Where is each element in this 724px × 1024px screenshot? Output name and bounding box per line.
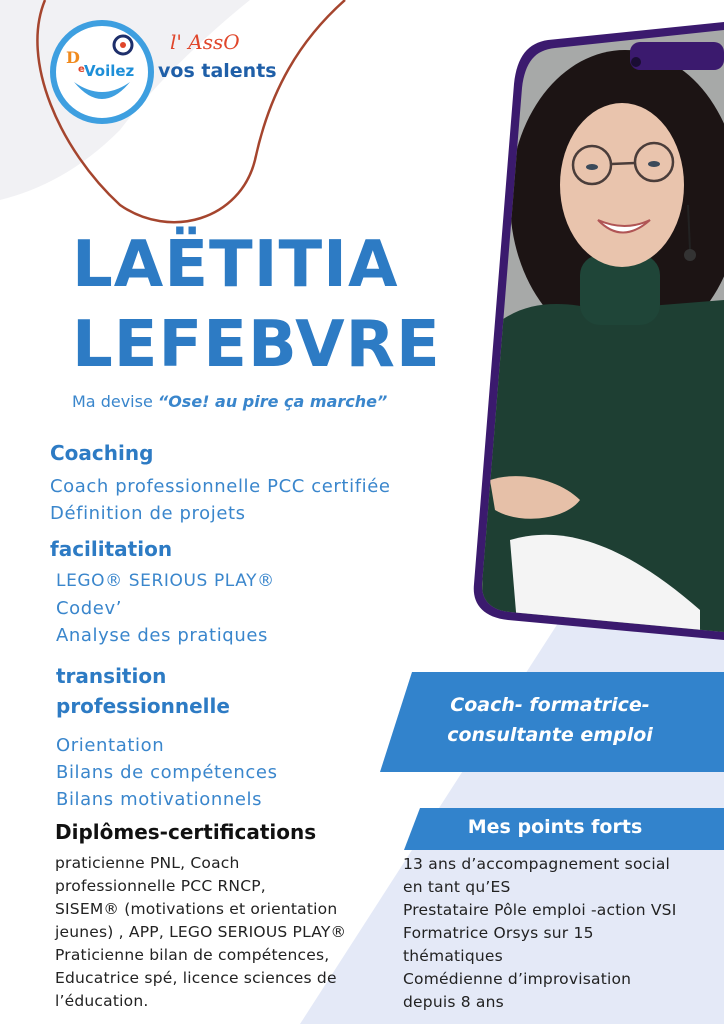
diplomes-line: Praticienne bilan de compétences, [55, 946, 330, 964]
diplomes-line: professionnelle PCC RNCP, [55, 877, 266, 895]
diplomes-line: jeunes) , APP, LEGO SERIOUS PLAY® [55, 923, 347, 941]
facilitation-item: Codev’ [56, 598, 123, 619]
transition-item: Bilans de compétences [56, 762, 278, 783]
motto [72, 392, 387, 411]
points-forts-line: Formatrice Orsys sur 15 [403, 924, 594, 942]
coaching-title: Coaching [50, 441, 154, 465]
portrait-photo [470, 20, 724, 660]
facilitation-item: LEGO® SERIOUS PLAY® [56, 571, 275, 591]
logo-e-letter: e [78, 64, 85, 75]
transition-item: Bilans motivationnels [56, 789, 263, 810]
points-forts-line: Comédienne d’improvisation [403, 970, 632, 988]
diplomes-line: praticienne PNL, Coach [55, 854, 240, 872]
diplomes-line: SISEM® (motivations et orientation [55, 900, 338, 918]
first-name: LAËTITIA [72, 228, 399, 302]
points-forts-text [403, 853, 721, 1014]
phone-notch [630, 42, 724, 70]
diplomes-line: Educatrice spé, licence sciences de [55, 969, 337, 987]
role-line: consultante emploi [447, 724, 653, 746]
transition-title-line2: professionnelle [56, 694, 230, 718]
logo-tagline: vos talents [158, 60, 277, 82]
diplomes-text [55, 852, 377, 1013]
points-forts-line: Prestataire Pôle emploi -action VSI [403, 901, 677, 919]
transition-title-line1: transition [56, 664, 167, 688]
last-name: LEFEBVRE [72, 308, 441, 382]
points-forts-line: 13 ans d’accompagnement social [403, 855, 671, 873]
logo-eye-icon [112, 34, 134, 56]
facilitation-item: Analyse des pratiques [56, 625, 268, 646]
logo-asso: l' AssO [170, 30, 240, 54]
diplomes-title: Diplômes-certifications [55, 820, 317, 844]
coaching-item: Coach professionnelle PCC certifiée [50, 476, 391, 497]
role-line: Coach- formatrice- [450, 694, 650, 716]
points-forts-line: depuis 8 ans [403, 993, 504, 1011]
coaching-item: Définition de projets [50, 503, 246, 524]
diplomes-line: l’éducation. [55, 992, 149, 1010]
transition-item: Orientation [56, 735, 165, 756]
motto-prefix: Ma devise [72, 392, 153, 411]
points-forts-line: en tant qu’ES [403, 878, 511, 896]
motto-quote: “Ose! au pire ça marche” [157, 392, 388, 411]
phone-camera [631, 57, 641, 67]
points-forts-title: Mes points forts [467, 816, 643, 838]
logo-d-letter: D [66, 48, 80, 67]
role-banner [410, 690, 690, 750]
points-forts-line: thématiques [403, 947, 503, 965]
facilitation-title: facilitation [50, 537, 173, 561]
logo-voilez: Voilez [84, 62, 135, 80]
